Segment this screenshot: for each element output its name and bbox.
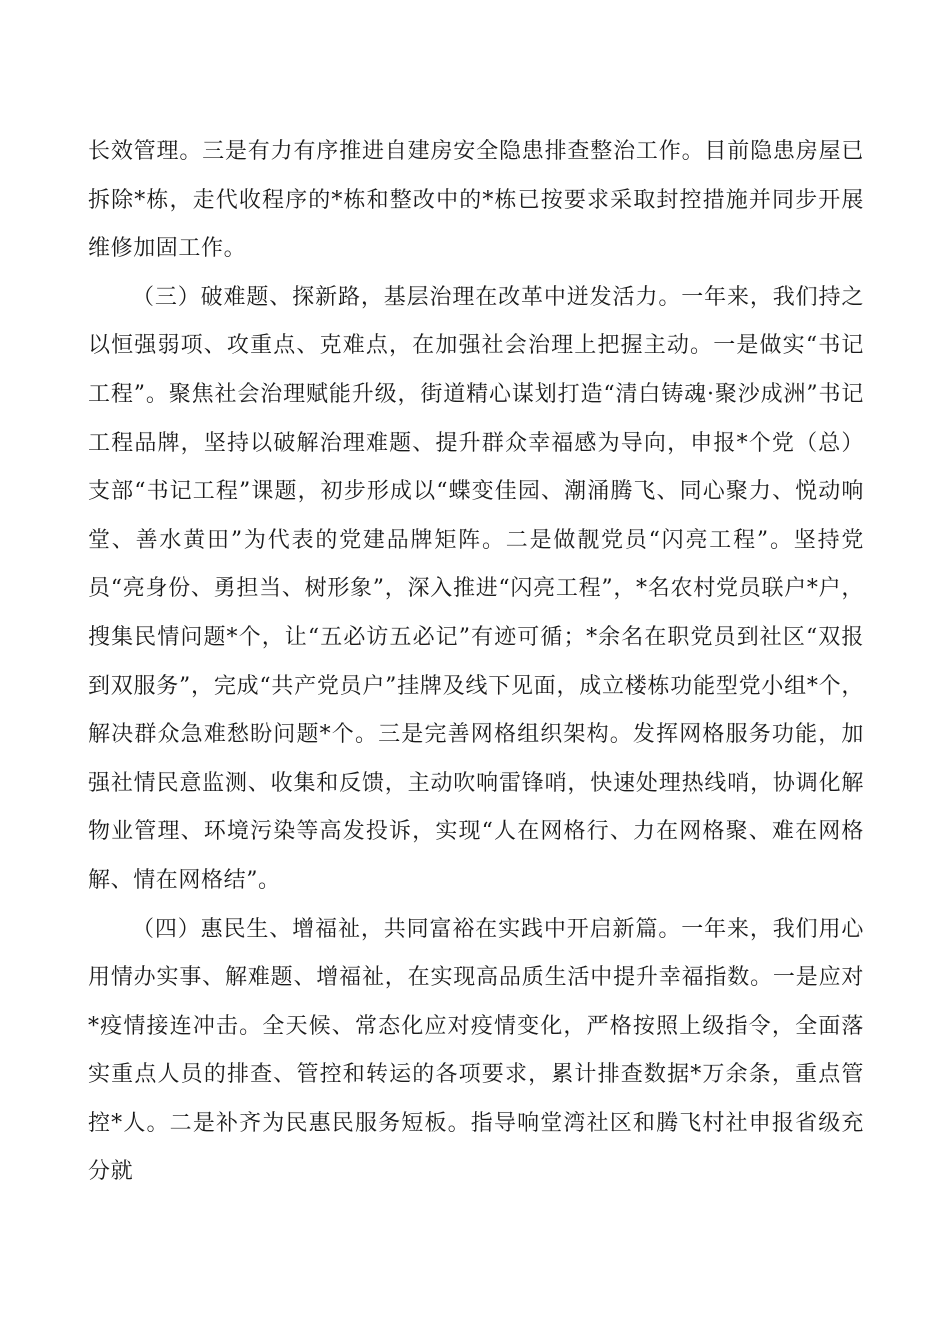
document-body: [88, 128, 864, 1197]
paragraph-section-three: （三）破难题、探新路，基层治理在改革中迸发活力。一年来，我们持之以恒强弱项、攻重点、克难点，在加强社会治理上把握主动。一是做实“书记工程”。聚焦社会治理赋能升级，街道精心谋划打造“清白铸魂·聚沙成洲”书记工程品牌，坚持以破解治理难题、提升群众幸福感为导向，申报*个党（总）支部“书记工程”课题，初步形成以“蝶变佳园、潮涌腾飞、同心聚力、悦动响堂、善水黄田”为代表的党建品牌矩阵。二是做靓党员“闪亮工程”。坚持党员“亮身份、勇担当、树形象”，深入推进“闪亮工程”，*名农村党员联户*户，搜集民情问题*个，让“五必访五必记”有迹可循；*余名在职党员到社区“双报到双服务”，完成“共产党员户”挂牌及线下见面，成立楼栋功能型党小组*个，解决群众急难愁盼问题*个。三是完善网格组织架构。发挥网格服务功能，加强社情民意监测、收集和反馈，主动吹响雷锋哨，快速处理热线哨，协调化解物业管理、环境污染等高发投诉，实现“人在网格行、力在网格聚、难在网格解、情在网格结”。: [88, 284, 864, 893]
paragraph-continuation: 长效管理。三是有力有序推进自建房安全隐患排查整治工作。目前隐患房屋已拆除*栋，走代收程序的*栋和整改中的*栋已按要求采取封控措施并同步开展维修加固工作。: [88, 139, 864, 262]
paragraph-section-four: （四）惠民生、增福祉，共同富裕在实践中开启新篇。一年来，我们用心用情办实事、解难题、增福祉，在实现高品质生活中提升幸福指数。一是应对*疫情接连冲击。全天候、常态化应对疫情变化，严格按照上级指令，全面落实重点人员的排查、管控和转运的各项要求，累计排查数据*万余条，重点管控*人。二是补齐为民惠民服务短板。指导响堂湾社区和腾飞村社申报省级充分就: [88, 916, 864, 1185]
